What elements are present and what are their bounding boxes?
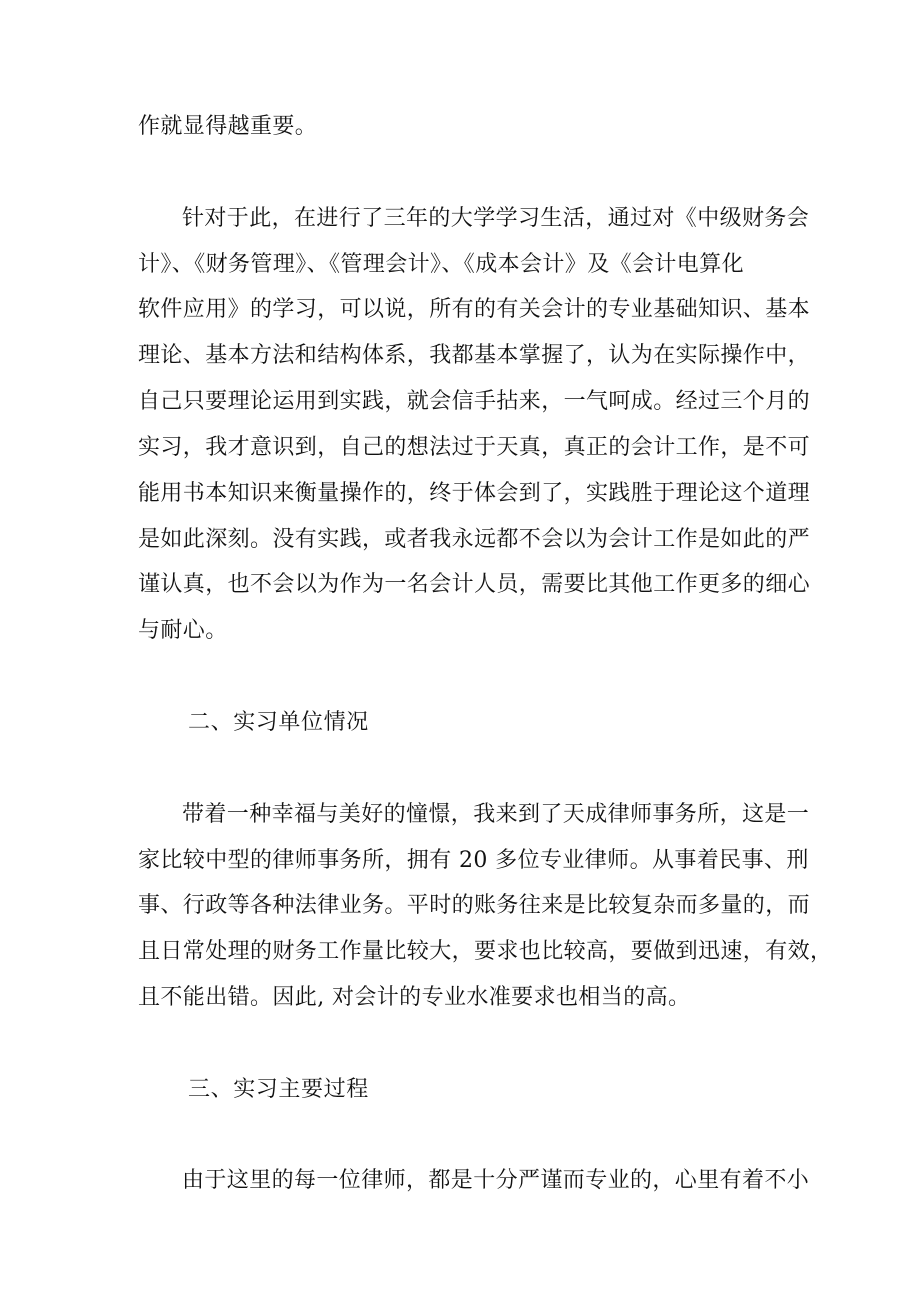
paragraph-line: 事、行政等各种法律业务。平时的账务往来是比较复杂而多量的，而 — [138, 893, 811, 919]
document-body — [138, 104, 833, 1204]
section-heading: 三、实习主要过程 — [188, 1076, 369, 1102]
paragraph-line: 实习，我才意识到，自己的想法过于天真，真正的会计工作，是不可 — [138, 434, 811, 460]
section-heading: 二、实习单位情况 — [188, 709, 369, 735]
paragraph-line: 理论、基本方法和结构体系，我都基本掌握了，认为在实际操作中， — [138, 343, 811, 369]
paragraph-line: 计》、《财务管理》、《管理会计》、《成本会计》及《会计电算化 — [138, 251, 745, 277]
paragraph-line: 能用书本知识来衡量操作的，终于体会到了，实践胜于理论这个道理 — [138, 480, 811, 506]
paragraph-line: 软件应用》的学习，可以说，所有的有关会计的专业基础知识、基本 — [138, 297, 811, 323]
paragraph-line: 家比较中型的律师事务所，拥有 20 多位专业律师。从事着民事、刑 — [138, 847, 809, 873]
paragraph-line: 与耐心。 — [138, 618, 228, 644]
paragraph-line: 谨认真，也不会以为作为一名会计人员，需要比其他工作更多的细心 — [138, 572, 811, 598]
paragraph-line: 作就显得越重要。 — [138, 114, 318, 139]
paragraph-line: 自己只要理论运用到实践，就会信手拈来，一气呵成。经过三个月的 — [138, 389, 811, 415]
paragraph-line: 由于这里的每一位律师，都是十分严谨而专业的，心里有着不小 — [182, 1168, 810, 1194]
paragraph-spacer — [138, 1113, 798, 1159]
paragraph-spacer — [138, 150, 798, 196]
paragraph-line: 且不能出错。因此, 对会计的专业水准要求也相当的高。 — [138, 985, 691, 1011]
paragraph-spacer — [138, 1021, 798, 1067]
paragraph-line: 针对于此，在进行了三年的大学学习生活，通过对《中级财务会 — [182, 205, 810, 231]
paragraph-spacer — [138, 746, 798, 792]
paragraph-line: 带着一种幸福与美好的憧憬，我来到了天成律师事务所，这是一 — [182, 801, 810, 827]
paragraph-line: 且日常处理的财务工作量比较大，要求也比较高，要做到迅速，有效， — [138, 939, 833, 965]
paragraph-spacer — [138, 654, 798, 700]
paragraph-line: 是如此深刻。没有实践，或者我永远都不会以为会计工作是如此的严 — [138, 526, 811, 552]
